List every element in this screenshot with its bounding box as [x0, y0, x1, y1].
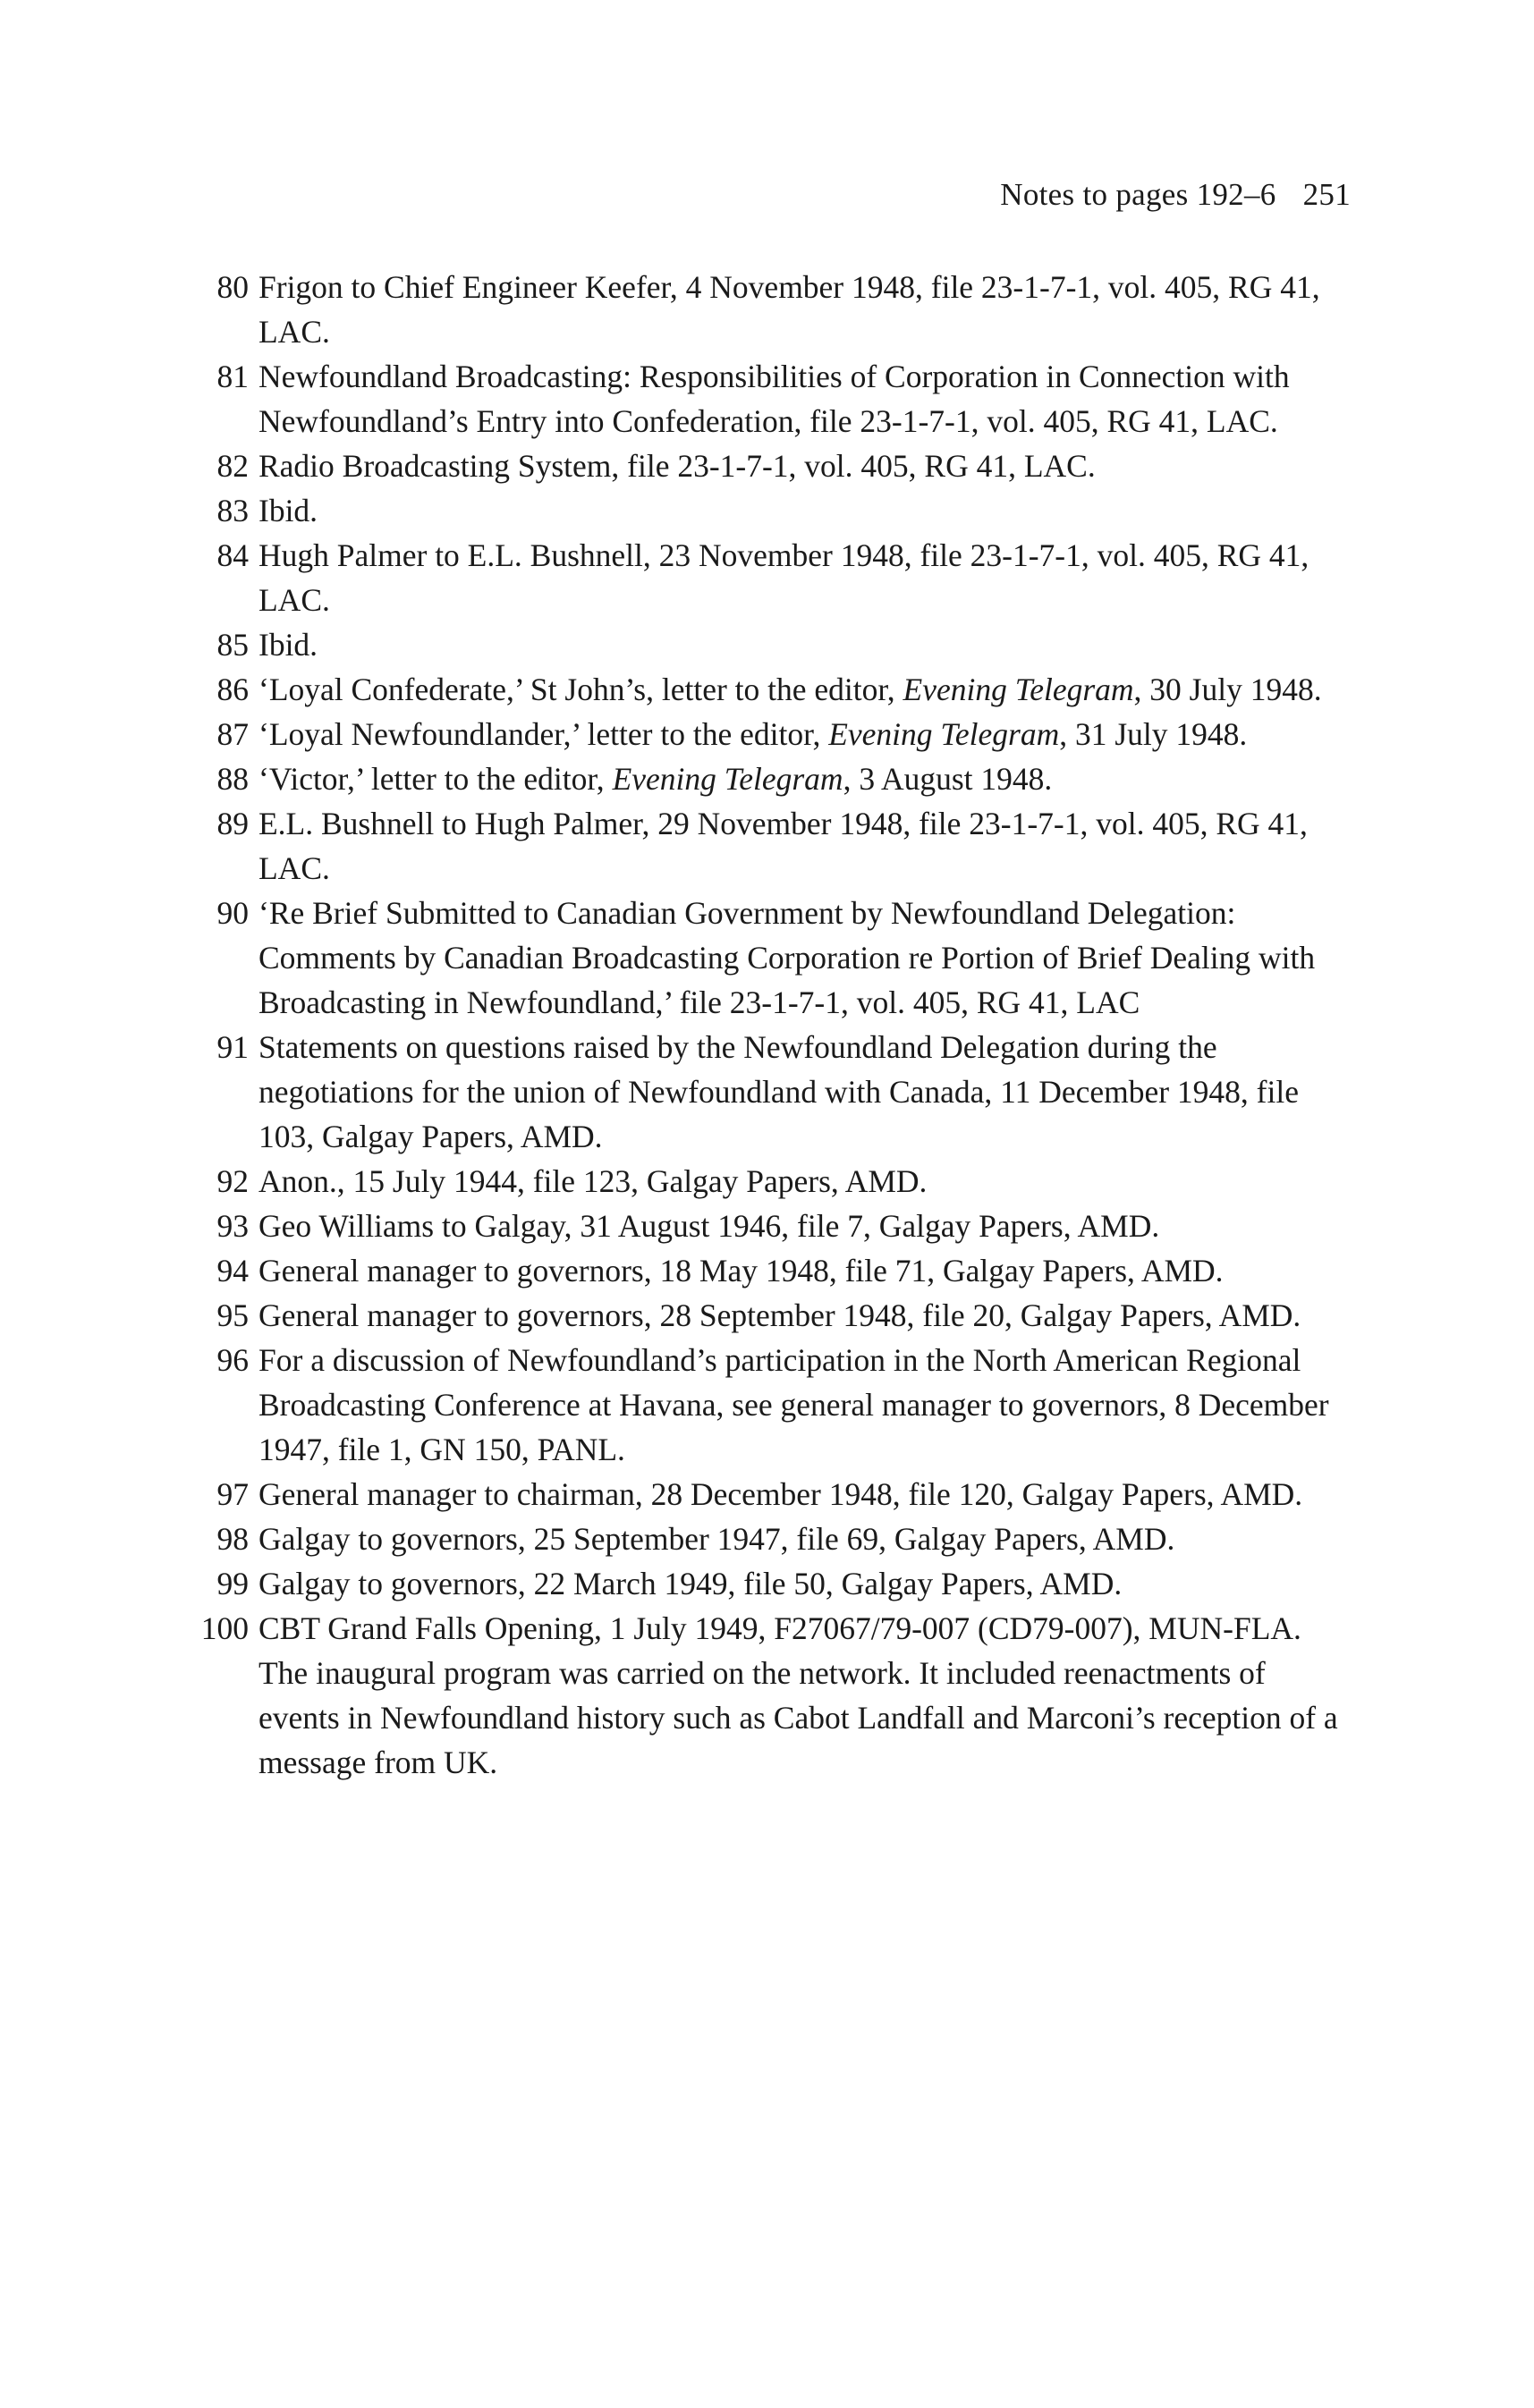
endnote-text — [258, 533, 1351, 622]
endnote-text — [258, 801, 1351, 891]
endnote-text — [258, 712, 1351, 756]
endnote-text-segment: Geo Williams to Galgay, 31 August 1946, file 7, Galgay Papers, AMD. — [258, 1208, 1160, 1244]
endnote-89 — [183, 801, 1351, 891]
endnote-text-segment: ‘Victor,’ letter to the editor, — [258, 761, 613, 797]
endnote-text — [258, 1025, 1351, 1159]
running-head — [1000, 177, 1351, 213]
endnote-text-segment: Radio Broadcasting System, file 23-1-7-1, vol. 405, RG 41, LAC. — [258, 448, 1096, 484]
endnote-number: 92 — [216, 1163, 249, 1199]
endnote-88 — [183, 756, 1351, 801]
endnote-text — [258, 1204, 1351, 1248]
endnote-text-segment: General manager to chairman, 28 December 1948, file 120, Galgay Papers, AMD. — [258, 1476, 1303, 1512]
endnote-number: 87 — [216, 716, 249, 752]
publication-title: Evening Telegram — [828, 716, 1060, 752]
endnote-number: 95 — [216, 1297, 249, 1333]
endnote-82 — [183, 444, 1351, 488]
endnote-80 — [183, 265, 1351, 354]
endnote-text-segment: Hugh Palmer to E.L. Bushnell, 23 November 1948, file 23-1-7-1, vol. 405, RG 41, LAC. — [258, 537, 1309, 618]
endnote-text-segment: For a discussion of Newfoundland’s participation in the North American Regional Broadcasting Conference at Havana, see general manager to governors, 8 December 1947, file 1, GN 150, PANL. — [258, 1342, 1329, 1467]
endnote-96 — [183, 1338, 1351, 1472]
endnote-text-segment: , 30 July 1948. — [1133, 672, 1322, 707]
endnote-number: 90 — [216, 895, 249, 931]
publication-title: Evening Telegram — [903, 672, 1134, 707]
endnote-93 — [183, 1204, 1351, 1248]
endnote-text-segment: Ibid. — [258, 627, 318, 663]
endnote-text-segment: , 31 July 1948. — [1059, 716, 1248, 752]
endnote-text — [258, 1472, 1351, 1517]
endnote-text — [258, 488, 1351, 533]
endnote-text — [258, 1517, 1351, 1561]
endnote-number: 86 — [216, 672, 249, 707]
endnote-text-segment: , 3 August 1948. — [843, 761, 1053, 797]
endnote-text — [258, 1606, 1351, 1785]
endnote-number: 85 — [216, 627, 249, 663]
endnote-number: 99 — [216, 1566, 249, 1601]
endnote-text — [258, 622, 1351, 667]
endnote-text — [258, 891, 1351, 1025]
endnote-83 — [183, 488, 1351, 533]
endnote-99 — [183, 1561, 1351, 1606]
endnote-number: 89 — [216, 806, 249, 841]
endnote-98 — [183, 1517, 1351, 1561]
endnote-number: 82 — [216, 448, 249, 484]
endnote-number: 81 — [216, 359, 249, 394]
endnote-text-segment: Statements on questions raised by the Newfoundland Delegation during the negotiations for the union of Newfoundland with Canada, 11 December 1948, file 103, Galgay Papers, AMD. — [258, 1029, 1299, 1154]
endnote-text-segment: Anon., 15 July 1944, file 123, Galgay Papers, AMD. — [258, 1163, 928, 1199]
endnote-95 — [183, 1293, 1351, 1338]
endnote-number: 97 — [216, 1476, 249, 1512]
endnote-number: 80 — [216, 269, 249, 305]
endnotes-list — [183, 265, 1351, 1785]
endnote-94 — [183, 1248, 1351, 1293]
endnote-100 — [183, 1606, 1351, 1785]
endnote-97 — [183, 1472, 1351, 1517]
endnote-85 — [183, 622, 1351, 667]
page-number: 251 — [1302, 177, 1351, 212]
endnote-text-segment: Ibid. — [258, 493, 318, 528]
endnote-text-segment: General manager to governors, 18 May 1948, file 71, Galgay Papers, AMD. — [258, 1253, 1224, 1288]
endnote-text — [258, 1561, 1351, 1606]
endnote-number: 91 — [216, 1029, 249, 1065]
endnote-text — [258, 1293, 1351, 1338]
endnote-text — [258, 1248, 1351, 1293]
endnote-number: 83 — [216, 493, 249, 528]
endnote-text-segment: Galgay to governors, 22 March 1949, file 50, Galgay Papers, AMD. — [258, 1566, 1123, 1601]
endnote-87 — [183, 712, 1351, 756]
endnote-text — [258, 667, 1351, 712]
endnote-number: 100 — [200, 1610, 249, 1646]
endnote-text — [258, 354, 1351, 444]
endnote-text — [258, 1338, 1351, 1472]
endnote-text-segment: ‘Loyal Confederate,’ St John’s, letter to the editor, — [258, 672, 903, 707]
endnote-text — [258, 265, 1351, 354]
endnote-text-segment: General manager to governors, 28 September 1948, file 20, Galgay Papers, AMD. — [258, 1297, 1301, 1333]
endnote-81 — [183, 354, 1351, 444]
endnote-text — [258, 1159, 1351, 1204]
endnote-90 — [183, 891, 1351, 1025]
endnote-86 — [183, 667, 1351, 712]
endnote-number: 98 — [216, 1521, 249, 1557]
endnote-91 — [183, 1025, 1351, 1159]
endnote-number: 88 — [216, 761, 249, 797]
endnote-text-segment: Frigon to Chief Engineer Keefer, 4 November 1948, file 23-1-7-1, vol. 405, RG 41, LAC. — [258, 269, 1320, 350]
endnote-text-segment: ‘Re Brief Submitted to Canadian Government by Newfoundland Delegation: Comments by Canadian Broadcasting Corporation re Portion of Brief Dealing with Broadcasting in Newfoundland,’ file 23-1-7-1, vol. 405, RG 41, LAC — [258, 895, 1316, 1020]
endnote-number: 96 — [216, 1342, 249, 1378]
endnote-84 — [183, 533, 1351, 622]
endnote-text-segment: ‘Loyal Newfoundlander,’ letter to the editor, — [258, 716, 829, 752]
endnote-text-segment: Galgay to governors, 25 September 1947, file 69, Galgay Papers, AMD. — [258, 1521, 1175, 1557]
endnote-text-segment: E.L. Bushnell to Hugh Palmer, 29 November 1948, file 23-1-7-1, vol. 405, RG 41, LAC. — [258, 806, 1308, 886]
endnote-number: 93 — [216, 1208, 249, 1244]
publication-title: Evening Telegram — [612, 761, 843, 797]
endnote-text-segment: Newfoundland Broadcasting: Responsibilities of Corporation in Connection with Newfoundland’s Entry into Confederation, file 23-1-7-1, vol. 405, RG 41, LAC. — [258, 359, 1290, 439]
endnote-92 — [183, 1159, 1351, 1204]
endnote-number: 84 — [216, 537, 249, 573]
running-head-title: Notes to pages 192–6 — [1000, 177, 1276, 212]
endnote-number: 94 — [216, 1253, 249, 1288]
endnote-text-segment: CBT Grand Falls Opening, 1 July 1949, F27067/79-007 (CD79-007), MUN-FLA. The inaugural program was carried on the network. It included reenactments of events in Newfoundland history such as Cabot Landfall and Marconi’s reception of a message from UK. — [258, 1610, 1338, 1780]
endnote-text — [258, 756, 1351, 801]
endnote-text — [258, 444, 1351, 488]
